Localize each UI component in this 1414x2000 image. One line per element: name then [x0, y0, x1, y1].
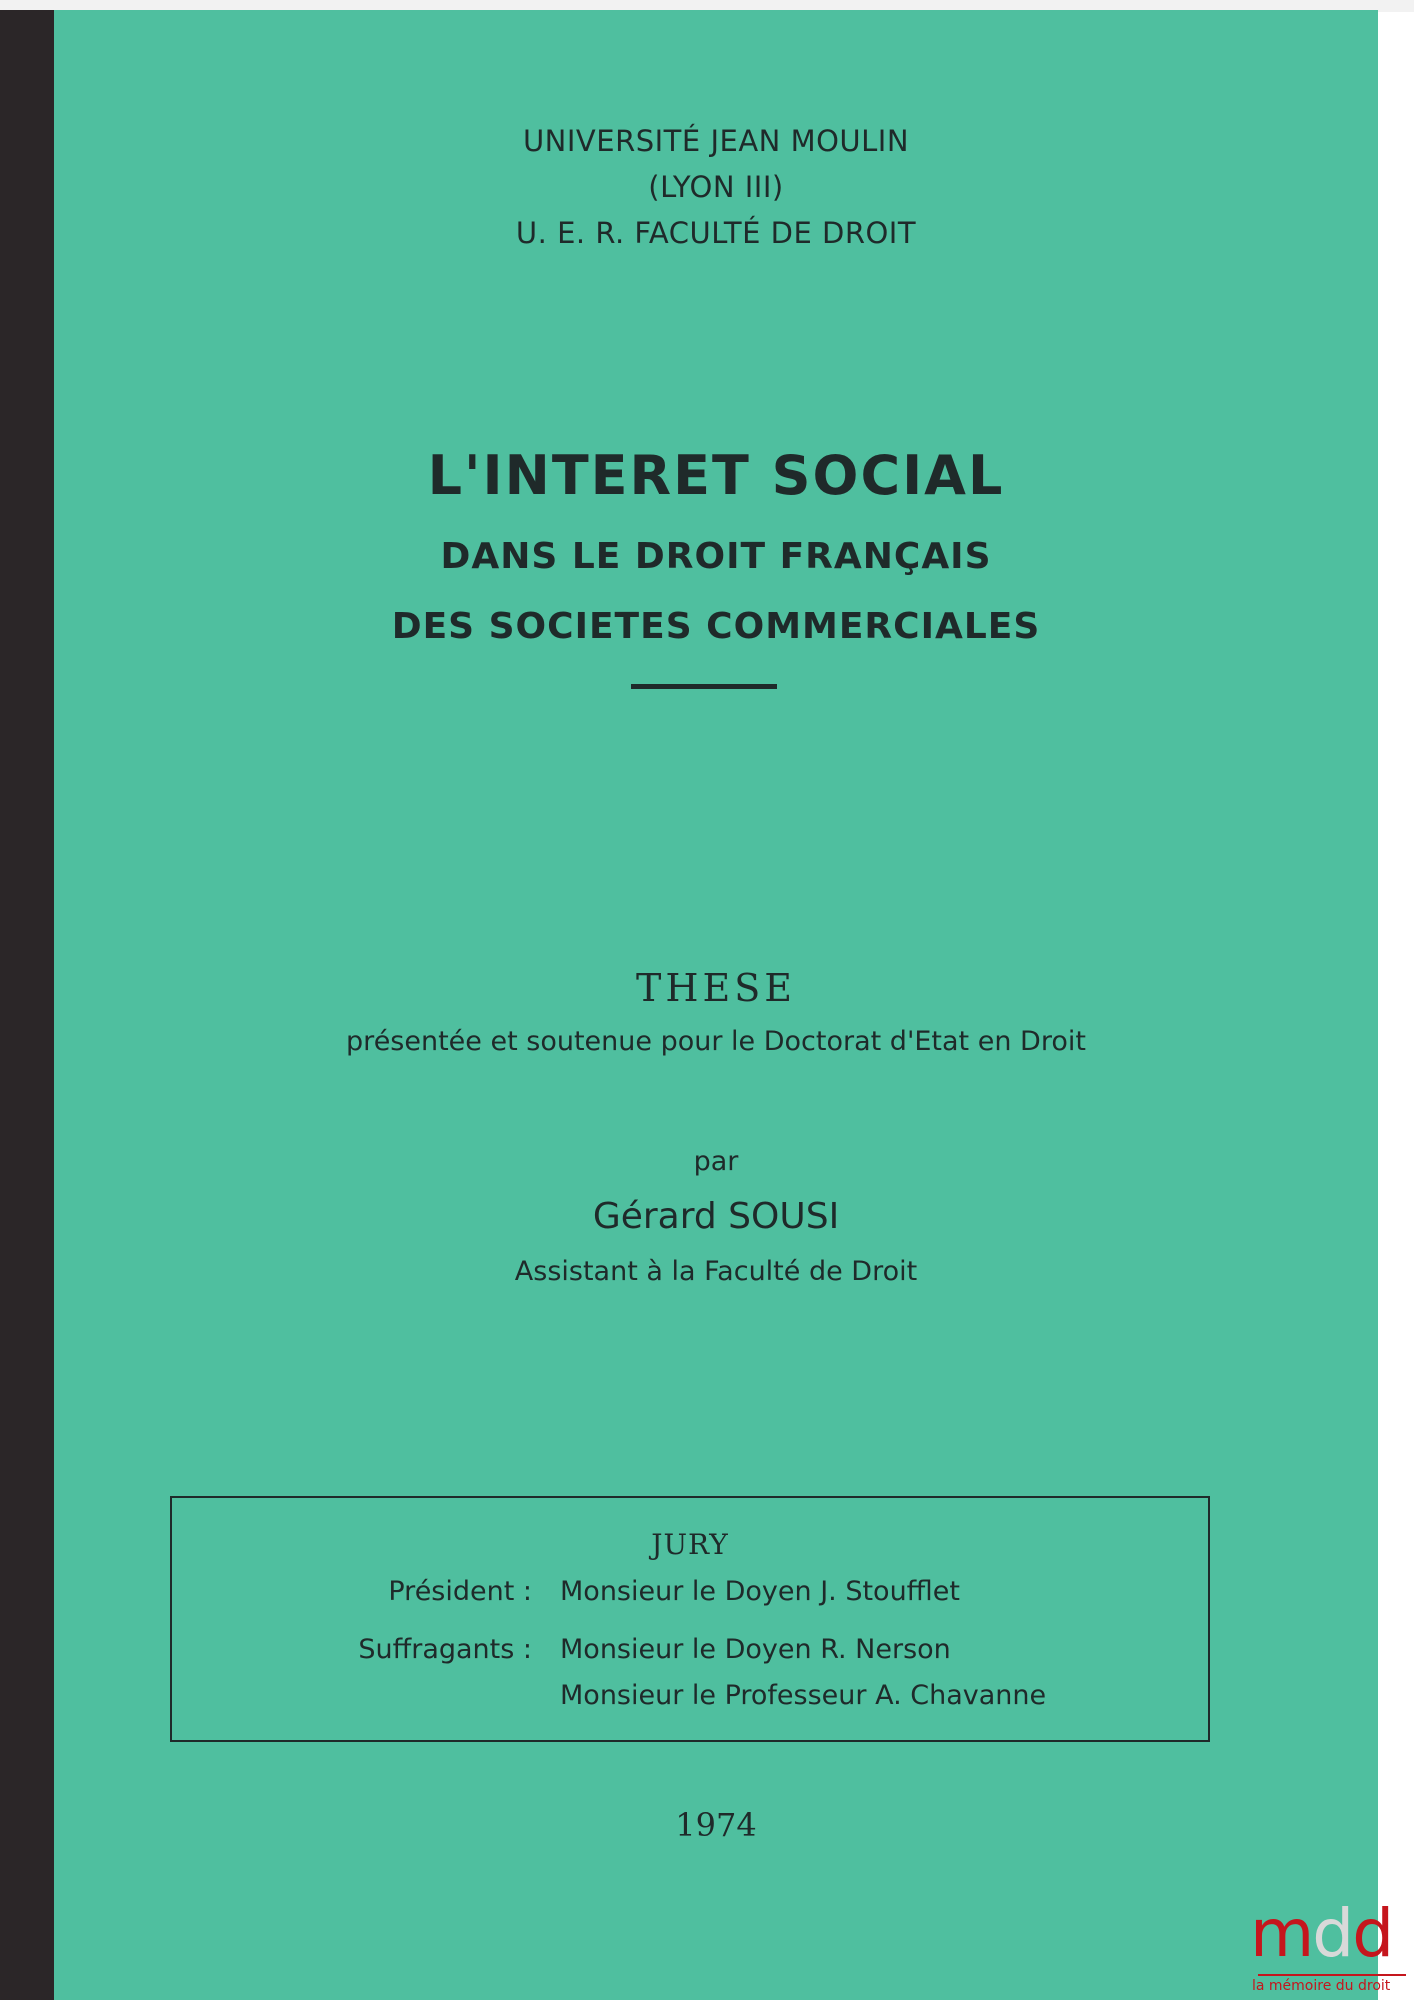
logo-tagline: la mémoire du droit: [1252, 1978, 1391, 1994]
book-spine: [0, 10, 54, 2000]
university-name: UNIVERSITÉ JEAN MOULIN: [522, 124, 910, 158]
title-divider: [631, 684, 777, 689]
thesis-label: THESE: [636, 966, 796, 1010]
mdd-logo: [1250, 1895, 1414, 2000]
suffragant-1-name: Monsieur le Doyen R. Nerson: [560, 1634, 951, 1665]
president-name: Monsieur le Doyen J. Stoufflet: [560, 1576, 960, 1607]
author-name: Gérard SOUSI: [592, 1196, 840, 1237]
logo-underline: [1258, 1974, 1406, 1976]
suffragant-2-name: Monsieur le Professeur A. Chavanne: [560, 1680, 1047, 1711]
by-label: par: [693, 1146, 739, 1177]
logo-letters: mdd: [1250, 1895, 1393, 1972]
publication-year: 1974: [675, 1806, 757, 1844]
thesis-title-line2: DANS LE DROIT FRANÇAIS: [440, 536, 992, 577]
suffragants-label: Suffragants :: [358, 1634, 532, 1665]
thesis-description: présentée et soutenue pour le Doctorat d'Etat en Droit: [346, 1026, 1086, 1057]
author-role: Assistant à la Faculté de Droit: [514, 1256, 918, 1287]
thesis-title-line3: DES SOCIETES COMMERCIALES: [391, 606, 1041, 647]
faculty-name: U. E. R. FACULTÉ DE DROIT: [515, 216, 917, 250]
president-label: Président :: [388, 1576, 532, 1607]
thesis-title-main: L'INTERET SOCIAL: [427, 444, 1005, 507]
jury-title: JURY: [651, 1528, 729, 1561]
university-campus: (LYON III): [648, 170, 784, 204]
jury-box: [170, 1496, 1210, 1742]
